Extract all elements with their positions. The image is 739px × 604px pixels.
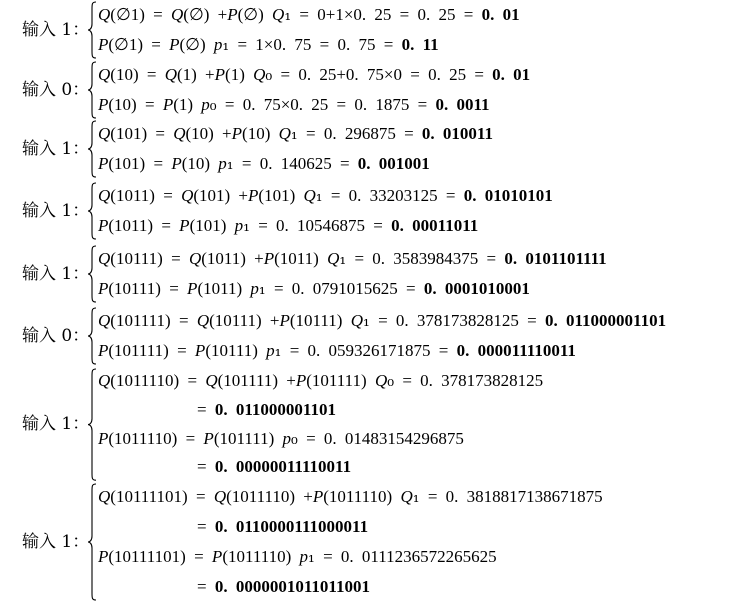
q-equation (98, 244, 734, 274)
subscript: ₁ (290, 124, 298, 144)
variable: P (231, 124, 243, 143)
input-label: 输入 1： (22, 532, 90, 552)
brace (87, 306, 97, 366)
subscript: ₁ (362, 311, 370, 331)
variable: p (218, 154, 227, 173)
p-equation (98, 149, 734, 179)
variable: P (295, 371, 307, 390)
equation-continuation (98, 572, 734, 602)
equation-continuation (98, 512, 734, 542)
input-label: 输入 1： (22, 414, 90, 434)
binary-result: 0. 0011 (435, 95, 490, 114)
binary-result: 0. 01 (492, 65, 531, 84)
binary-result: 0. 00000011110011 (214, 457, 352, 477)
binary-result: 0. 01 (481, 5, 520, 24)
derivation-block (0, 482, 739, 602)
variable: Q (272, 5, 285, 24)
p-equation (98, 542, 734, 572)
derivation-block (0, 119, 739, 179)
derivation-block (0, 60, 739, 120)
p-equation (98, 274, 734, 304)
variable: P (263, 249, 275, 268)
brace (87, 0, 97, 60)
p-equation (98, 211, 734, 241)
binary-result: 0. 011000001101 (545, 311, 667, 330)
subscript: ₁ (284, 5, 292, 25)
brace (87, 181, 97, 241)
variable: p (266, 341, 275, 360)
variable: Q (98, 487, 111, 506)
binary-result: 0. 010011 (421, 124, 493, 143)
q-equation (98, 306, 734, 336)
variable: Q (213, 487, 227, 506)
equation-lines (98, 367, 734, 482)
variable: P (169, 35, 180, 54)
variable: P (214, 65, 226, 84)
variable: p (250, 279, 259, 298)
equation-lines (98, 482, 734, 602)
brace-path (88, 183, 96, 239)
variable: P (248, 186, 259, 205)
derivation-block (0, 181, 739, 241)
equation-text: Q(10) = Q(1) +P(1) Q₀ = 0. 25+0. 75×0 = 0. 25 = (98, 65, 493, 85)
subscript: ₁ (226, 154, 234, 174)
brace (87, 482, 97, 602)
binary-result: 0. 0110000111000011 (214, 517, 369, 536)
variable: Q (188, 249, 202, 268)
variable: Q (98, 5, 111, 24)
equation-text: P(10111) = P(1011) p₁ = 0. 0791015625 = (98, 279, 424, 299)
variable: P (98, 341, 109, 360)
subscript: ₁ (339, 249, 347, 269)
q-equation (98, 119, 734, 149)
equation-lines (98, 60, 734, 120)
variable: P (98, 95, 109, 114)
variable: Q (171, 5, 184, 24)
equation-lines (98, 0, 734, 60)
q-equation (98, 0, 734, 30)
variable: Q (98, 311, 111, 330)
variable: Q (196, 311, 210, 330)
brace-path (88, 246, 96, 302)
equation-text: Q(101) = Q(10) +P(10) Q₁ = 0. 296875 = (98, 124, 422, 144)
input-label: 输入 1： (22, 201, 90, 221)
subscript: ₁ (308, 547, 315, 567)
variable: P (98, 216, 109, 235)
brace-path (88, 308, 96, 364)
equation-text: P(∅1) = P(∅) p₁ = 1×0. 75 = 0. 75 = (98, 35, 402, 55)
variable: P (171, 154, 182, 173)
variable: Q (253, 65, 266, 84)
brace (87, 244, 97, 304)
variable: p (234, 216, 244, 235)
variable: Q (98, 186, 111, 205)
binary-result: 0. 00011011 (391, 216, 479, 235)
variable: P (98, 154, 109, 173)
binary-result: 0. 0001010001 (423, 279, 530, 298)
equation-text: P(10) = P(1) p₀ = 0. 75×0. 25 = 0. 1875 = (98, 95, 436, 115)
binary-result: 0. 0101101111 (504, 249, 607, 268)
brace-path (88, 121, 96, 177)
q-equation (98, 60, 734, 90)
binary-result: 0. 01010101 (463, 186, 553, 205)
input-label: 输入 0： (22, 80, 90, 100)
brace-path (88, 2, 96, 58)
binary-result: 0. 011000001101 (214, 399, 336, 419)
variable: p (213, 35, 223, 54)
variable: P (194, 341, 206, 360)
variable: p (299, 547, 308, 566)
input-label: 输入 1： (22, 20, 90, 40)
subscript: ₁ (315, 186, 323, 206)
variable: Q (181, 186, 194, 205)
subscript: ₀ (265, 65, 273, 85)
derivation-block (0, 244, 739, 304)
binary-result: 0. 0000001011011001 (214, 577, 370, 596)
derivation-block (0, 0, 739, 60)
variable: Q (98, 371, 111, 390)
subscript: ₁ (274, 341, 282, 361)
subscript: ₀ (387, 371, 395, 391)
equation-text: P(1011) = P(101) p₁ = 0. 10546875 = (98, 216, 392, 236)
variable: Q (98, 65, 111, 84)
subscript: ₁ (243, 216, 250, 236)
variable: Q (173, 124, 186, 143)
variable: Q (278, 124, 291, 143)
equation-text: Q(10111101) = Q(1011110) +P(1011110) Q₁ = 0. 3818817138671875 (98, 487, 603, 507)
equation-continuation (98, 453, 734, 482)
equation-text: P(101111) = P(10111) p₁ = 0. 059326171875 = (98, 341, 457, 361)
brace (87, 119, 97, 179)
derivation-block (0, 306, 739, 366)
equation-text: P(1011110) = P(101111) p₀ = 0. 01483154296875 (98, 428, 464, 449)
binary-result: 0. 000011110011 (456, 341, 576, 360)
variable: Q (98, 249, 111, 268)
variable: P (98, 547, 109, 566)
equation-lines (98, 181, 734, 241)
equation-text: Q(101111) = Q(10111) +P(10111) Q₁ = 0. 378173828125 = (98, 311, 545, 331)
equation-text: Q(10111) = Q(1011) +P(1011) Q₁ = 0. 3583984375 = (98, 249, 505, 269)
q-equation (98, 367, 734, 396)
equation-text: P(101) = P(10) p₁ = 0. 140625 = (98, 154, 358, 174)
variable: P (279, 311, 290, 330)
variable: Q (98, 124, 111, 143)
variable: P (98, 35, 109, 54)
variable: Q (164, 65, 177, 84)
q-equation (98, 482, 734, 512)
input-label: 输入 1： (22, 264, 90, 284)
equation-text: Q(1011) = Q(101) +P(101) Q₁ = 0. 33203125 = (98, 186, 464, 206)
equation-text: Q(1011110) = Q(101111) +P(101111) Q₀ = 0. 378173828125 (98, 371, 544, 391)
binary-result: 0. 001001 (357, 154, 430, 173)
equation-text: = (197, 577, 215, 596)
subscript: ₁ (412, 487, 420, 507)
input-label: 输入 1： (22, 139, 90, 159)
variable: P (179, 216, 190, 235)
equation-lines (98, 119, 734, 179)
subscript: ₁ (258, 279, 266, 299)
variable: Q (303, 186, 316, 205)
variable: Q (327, 249, 340, 268)
variable: P (227, 5, 238, 24)
variable: Q (400, 487, 413, 506)
variable: p (201, 95, 210, 114)
q-equation (98, 181, 734, 211)
brace-path (88, 484, 96, 600)
input-label: 输入 0： (22, 326, 90, 346)
equation-lines (98, 306, 734, 366)
p-equation (98, 30, 734, 60)
equation-text: Q(∅1) = Q(∅) +P(∅) Q₁ = 0+1×0. 25 = 0. 25 = (98, 5, 482, 25)
variable: P (211, 547, 223, 566)
subscript: ₀ (291, 428, 298, 449)
equation-text: = (197, 457, 215, 477)
subscript: ₁ (222, 35, 230, 55)
brace (87, 60, 97, 120)
p-equation (98, 90, 734, 120)
brace (87, 367, 97, 482)
variable: P (187, 279, 198, 298)
brace-path (88, 62, 96, 118)
variable: p (282, 428, 291, 448)
equation-text: = (197, 399, 215, 419)
equation-text: = (197, 517, 215, 536)
variable: Q (205, 371, 218, 390)
subscript: ₀ (209, 95, 217, 115)
derivation-block (0, 367, 739, 482)
variable: P (312, 487, 324, 506)
p-equation (98, 425, 734, 454)
brace-path (88, 369, 96, 480)
variable: P (203, 428, 214, 448)
equation-continuation (98, 396, 734, 425)
variable: P (162, 95, 174, 114)
variable: P (98, 428, 109, 448)
binary-result: 0. 11 (401, 35, 439, 54)
equation-lines (98, 244, 734, 304)
equation-text: P(10111101) = P(1011110) p₁ = 0. 0111236572265625 (98, 547, 497, 567)
p-equation (98, 336, 734, 366)
variable: P (98, 279, 109, 298)
variable: Q (374, 371, 388, 390)
variable: Q (350, 311, 363, 330)
